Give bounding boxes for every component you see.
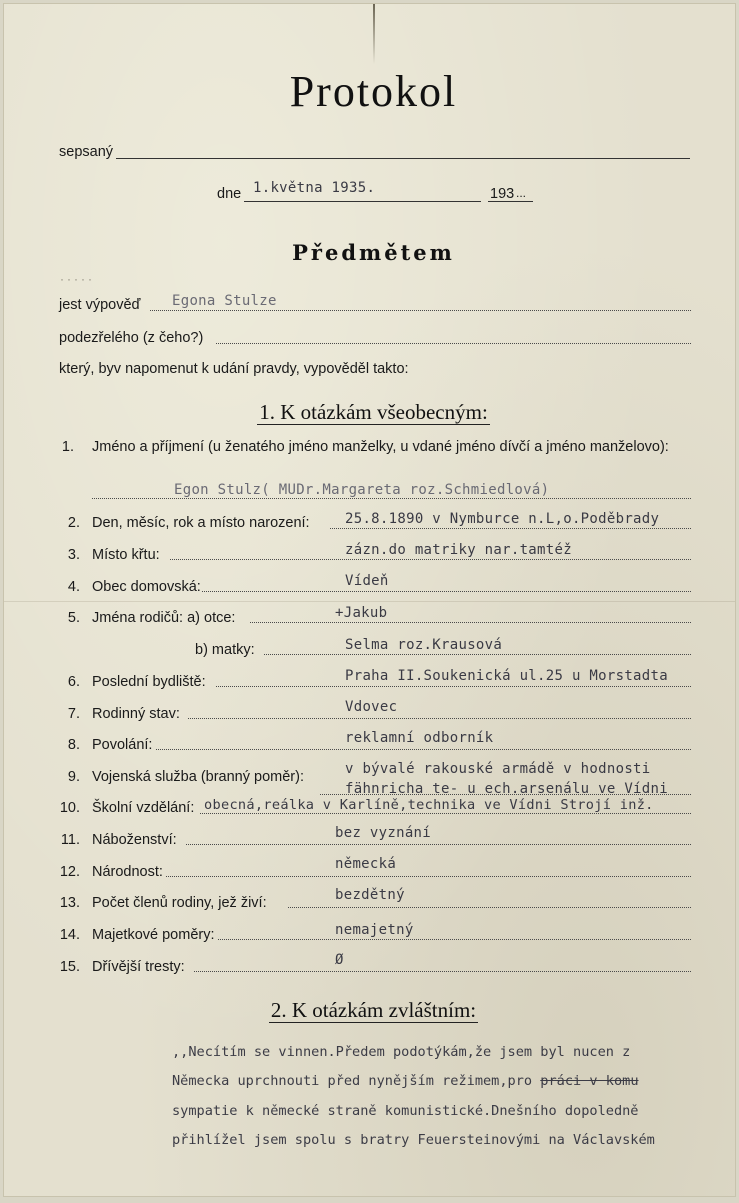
item-line <box>250 622 691 623</box>
year-line <box>488 201 533 202</box>
item-line <box>218 939 691 940</box>
item-label: Počet členů rodiny, jež živí: <box>92 895 267 911</box>
date-typed: 1.května 1935. <box>253 180 376 196</box>
item-line <box>188 718 691 719</box>
q1-line <box>92 498 691 499</box>
document-page <box>3 3 736 1197</box>
statement-line-1: ,,Necítím se vinnen.Předem podotýkám,že jsem byl nucen z <box>172 1044 631 1060</box>
item-line <box>186 844 691 845</box>
item-number: 10. <box>59 800 80 816</box>
podezreleho-line <box>216 343 691 344</box>
statement-line-2-text: Německa uprchnouti před nynějším režimem,pro <box>172 1073 541 1089</box>
item-number: 7. <box>67 706 80 722</box>
dne-label: dne <box>217 186 242 202</box>
item-label: Poslední bydliště: <box>92 674 206 690</box>
item-value: Praha II.Soukenická ul.25 u Morstadta <box>345 668 668 684</box>
vypoved-value: Egona Stulze <box>172 293 277 309</box>
item-label: Jména rodičů: a) otce: <box>92 610 236 626</box>
item-value: Selma roz.Krausová <box>345 637 503 653</box>
item-value-continued: fähnricha te- u ech.arsenálu ve Vídni <box>345 781 668 797</box>
statement-line-3: sympatie k německé straně komunistické.Dnešního dopoledně <box>172 1103 639 1119</box>
statement-line-4: přihlížel jsem spolu s bratry Feuersteinovými na Václavském <box>172 1132 655 1148</box>
item-label: Den, měsíc, rok a místo narození: <box>92 515 310 531</box>
item-label: Místo křtu: <box>92 547 160 563</box>
item-label: Majetkové poměry: <box>92 927 215 943</box>
item-value: 25.8.1890 v Nymburce n.L,o.Poděbrady <box>345 511 660 527</box>
item-number: 15. <box>59 959 80 975</box>
item-value: německá <box>335 856 397 872</box>
item-line <box>194 971 691 972</box>
year-dots: ... <box>516 186 527 200</box>
item-label: Povolání: <box>92 737 153 753</box>
section2-heading: 2. K otázkám zvláštním: <box>270 998 477 1022</box>
item-number: 8. <box>67 737 80 753</box>
vypoved-line <box>150 310 691 311</box>
date-line <box>244 201 481 202</box>
item-value: Ø <box>335 952 344 968</box>
section1-heading: 1. K otázkám všeobecným: <box>259 400 488 424</box>
item-line <box>320 794 691 795</box>
item-value: bez vyznání <box>335 825 432 841</box>
item-value: bezdětný <box>335 887 405 903</box>
item-line <box>264 654 691 655</box>
item-label: Vojenská služba (branný poměr): <box>92 769 304 785</box>
subject-heading: Předmětem <box>292 240 455 265</box>
item-label: Školní vzdělání: <box>92 800 195 816</box>
podezreleho-label: podezřelého (z čeho?) <box>59 330 204 346</box>
statement-line: který, byv napomenut k udání pravdy, vypověděl takto: <box>59 361 409 377</box>
decorative-dots: ····· <box>60 272 95 286</box>
q1-number: 1. <box>61 439 74 455</box>
item-number: 2. <box>67 515 80 531</box>
item-number: 11. <box>60 832 80 848</box>
struck-text: práci v komu <box>540 1073 639 1089</box>
vypoved-label: jest výpověď <box>59 297 141 313</box>
item-value: v bývalé rakouské armádě v hodnosti <box>345 761 651 777</box>
item-number: 6. <box>67 674 80 690</box>
sepsany-label: sepsaný <box>59 144 114 160</box>
item-label: Dřívější tresty: <box>92 959 185 975</box>
item-number: 12. <box>59 864 80 880</box>
q1-value: Egon Stulz( MUDr.Margareta roz.Schmiedlová) <box>174 482 550 498</box>
item-line <box>156 749 691 750</box>
item-value: nemajetný <box>335 922 414 938</box>
item-value: obecná,reálka v Karlíně,technika ve Vídni Strojí inž. <box>204 797 654 813</box>
item-line <box>166 876 691 877</box>
item-label: Národnost: <box>92 864 163 880</box>
page-title: Protokol <box>289 67 458 116</box>
item-value: reklamní odborník <box>345 730 494 746</box>
item-line <box>200 813 691 814</box>
item-label: Náboženství: <box>92 832 177 848</box>
year-prefix: 193 <box>490 186 515 202</box>
item-value: zázn.do matriky nar.tamtéž <box>345 542 572 558</box>
statement-line-2 <box>172 1073 639 1089</box>
item-number: 14. <box>59 927 80 943</box>
item-number: 5. <box>67 610 80 626</box>
item-number: 13. <box>59 895 80 911</box>
item-value: +Jakub <box>335 605 388 621</box>
item-line <box>170 559 691 560</box>
item-number: 4. <box>67 579 80 595</box>
item-label: Obec domovská: <box>92 579 201 595</box>
item-label: b) matky: <box>195 642 255 658</box>
item-line <box>288 907 691 908</box>
item-label: Rodinný stav: <box>92 706 180 722</box>
sepsany-line <box>116 158 690 159</box>
item-value: Vdovec <box>345 699 398 715</box>
item-line <box>202 591 691 592</box>
paper-crease <box>4 601 735 602</box>
item-line <box>330 528 691 529</box>
item-number: 3. <box>67 547 80 563</box>
item-value: Vídeň <box>345 573 389 589</box>
q1-label: Jméno a příjmení (u ženatého jméno manželky, u vdané jméno dívčí a jméno manželovo): <box>92 439 669 455</box>
paper-fold-mark <box>373 4 375 64</box>
item-number: 9. <box>67 769 80 785</box>
item-line <box>216 686 691 687</box>
